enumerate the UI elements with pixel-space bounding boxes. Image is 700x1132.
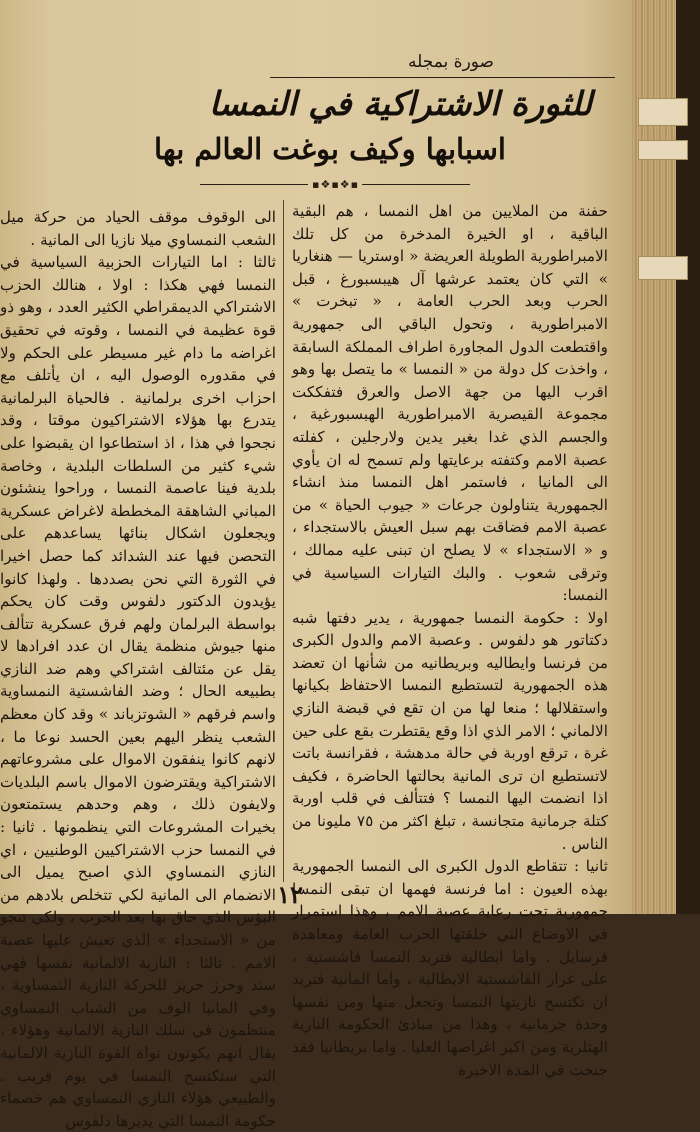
page-number: ١٢: [277, 880, 303, 909]
page-header: صورة بمجله: [407, 52, 494, 72]
paragraph: ثانيا : تتقاطع الدول الكبرى الى النمسا الجمهورية بهذه العيون : اما فرنسة فهمها ان تبقى النمسا جمهورية تحت رعاية عصبة الامم ، وهذا استمرار في الاوضاع التي خلقتها الحرب العامة ومعاهدة فرسايل . واما ايطالية فتريد النمسا فاشستية ، على غرار الفاشستية الايطالية ، واما المانية فتريد ان تكتسح نازيتها النمسا وتجعل منها ومن نفسها وحدة جرمانية ، وهذا من مبادئ الحكومة النازية الهتلرية ومن اكبر اغراضها العليا . واما بريطانيا فقد جنحت في المدة الاخيرة: [292, 857, 608, 1079]
book-page-edges: [632, 0, 700, 914]
article-subtitle: اسبابها وكيف بوغت العالم بها: [153, 132, 506, 166]
right-column: [292, 200, 608, 1081]
paragraph: الى الوقوف موقف الحياد من حركة ميل الشعب النمساوي ميلا نازيا الى المانية .: [0, 208, 276, 249]
column-divider: [283, 200, 284, 882]
paragraph: ثالثا : اما التيارات الحزبية السياسية في النمسا فهي هكذا : اولا ، هنالك الحزب الاشتراكي الديمقراطي الكثير العدد ، وهو ذو قوة عظيمة في النمسا ، وقوته في تحقيق اغراضه ما دام غير مسيطر على الحكم ولا في مقدوره الوصول اليه ، ان يأتلف مع احزاب اخرى برلمانية . فالحياة البرلمانية يتدرع بها هؤلاء الاشتراكيون موقتا ، وقد نجحوا في هذا ، اذ استطاعوا ان يقبضوا على شيء كثير من السلطات البلدية ، وخاصة بلدية فينا عاصمة النمسا ، وراحوا ينشئون المباني الشاهقة المخططة لاغراض عسكرية ويجعلون اشكال بنائها يساعدهم على التحصن فيها عند الشدائد كما حصل اخيرا في الثورة التي نحن بصددها . ولهذا كانوا يؤيدون الدكتور دلفوس وقت كان يحكم بواسطة البرلمان ولهم فرق عسكرية تتألف منها جيوش منظمة يقال ان عدد افرادها لا يقل عن مئتالف اشتراكي وهم ضد النازي بطبيعه الحال ؛ وضد الفاشستية النمساوية واسم فرقهم « الشوتزباند » وقد كان معظم الشعب ينظر اليهم بعين الحسد نوعا ما ، لانهم كانوا ينفقون الاموال على مشروعاتهم الاشتراكية ويقترضون الاموال باسم البلديات ولايفون ذلك ، وهم وحدهم يستمتعون بخيرات المشروعات التي ينظمونها . ثانيا : في النمسا حزب الاشتراكيين الوطنيين ، اي النازي النمساوي الذي اصبح يميل الى الانضمام الى المانية لكي تتخلص بلادهم من البؤس الذي حاق بها بعد الحرب ، ولكي تنجو من « الاستجداء » الذي تعيش عليها عصبة الامم . ثالثا : النازية الالمانية نفسها فهي سند وحرز حريز للحركة النازية النمساوية ، وفي المانيا الوف من الشباب النمساوي منتظمون في سلك النازية الالمانية وهؤلاء ، يقال انهم يكونون نواة القوة النازية الالمانية التي ستكتسح النمسا في يوم قريب . والطبيعي هؤلاء النازي النمساوي هم خصماء حكومة النمسا التي يديرها دلفوس: [0, 253, 276, 1130]
article-title: للثورة الاشتراكية في النمسا: [208, 84, 592, 123]
bookmark-tab: [638, 256, 688, 280]
paragraph: حفنة من الملايين من اهل النمسا ، هم البقية الباقية ، او الخيرة المدخرة من كل تلك الامبراطورية الطويلة العريضة « اوستريا — هنغاريا » التي كان يعتمد عرشها آل هيبسبورغ ، قبل الحرب وبعد الحرب العامة ، « تبخرت » الامبراطورية ، وتحول الباقي الى جمهورية واقتطعت الدول المجاورة اطراف المملكة السابقة ، واخذت كل دولة من « النمسا » ما يتصل بها وهو اقرب اليها من جهة الاصل والعرق فتفككت مجموعة القيصرية الامبراطورية الهبسبورغية ، والجسم الذي غدا بغير يدين ولارجلين ، كفلته عصبة الامم وكتفته برعايتها ولم تسمح له ان يأوي الى المانيا ، فاستمر اهل النمسا منذ انشاء الجمهورية يتناولون جرعات « جيوب الحياة » من عصبة الامم فضاقت بهم سبل العيش بالاستجداء ، و « الاستجداء » لا يصلح ان تبنى عليه ممالك ، وترقى شعوب . والبك التيارات السياسية في النمسا:: [292, 202, 608, 605]
header-rule: [270, 77, 615, 78]
bookmark-tab: [638, 140, 688, 160]
left-column: [0, 206, 276, 1132]
book-spine: [676, 0, 700, 914]
paragraph: اولا : حكومة النمسا جمهورية ، يدير دفتها شبه دكتاتور هو دلفوس . وعصبة الامم والدول الكبرى من فرنسا وايطاليه وبريطانيه من شأنها ان تعضد هذه الجمهورية لتستطيع النمسا الاحتفاظ بكيانها واستقلالها ؛ منعا لها من ان تقع في قبضة النازي الالماني ؛ الامر الذي اذا وقع يقتطرت بقع على حين غرة ، ترقع اوربة في حالة مدهشة ، فقرانسة باتت لاتستطيع ان ترى المانية بحالتها الحاضرة ، فكيف اذا انضمت اليها النمسا ؟ فتتألف في قلب اوربة كتلة جرمانية متجانسة ، تبلغ اكثر من ٧٥ مليونا من الناس .: [292, 608, 608, 853]
ornament-divider: ▪❖▪❖▪: [200, 178, 470, 192]
bookmark-tab: [638, 98, 688, 126]
